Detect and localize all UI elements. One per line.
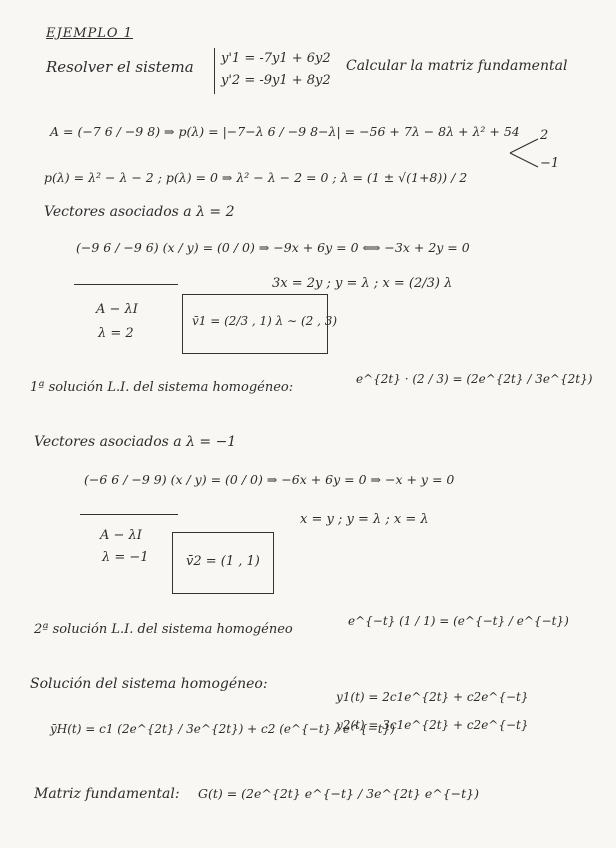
eig2-label-lambda: λ = −1: [102, 550, 149, 565]
statement-eq2: y'2 = -9y1 + 8y2: [221, 73, 331, 88]
characteristic-polynomial: p(λ) = λ² − λ − 2 ; p(λ) = 0 ⇒ λ² − λ − 2 = 0 ; λ = (1 ± √(1+8)) / 2: [44, 170, 468, 185]
eig2-param: x = y ; y = λ ; x = λ: [300, 512, 429, 527]
fundamental-label: Matriz fundamental:: [34, 786, 180, 802]
general-heading: Solución del sistema homogéneo:: [30, 676, 268, 692]
eig2-heading: Vectores asociados a λ = −1: [34, 434, 237, 450]
general-y1: y1(t) = 2c1e^{2t} + c2e^{−t}: [336, 690, 529, 704]
eig1-label-lambda: λ = 2: [98, 326, 134, 341]
eig1-label-matrix: A − λI: [96, 302, 138, 317]
statement-eq1: y'1 = -7y1 + 6y2: [221, 51, 331, 66]
eig1-heading: Vectores asociados a λ = 2: [44, 204, 235, 220]
eig2-solution-label: 2ª solución L.I. del sistema homogéneo: [34, 622, 293, 637]
root-2: −1: [540, 156, 560, 171]
eig2-label-matrix: A − λI: [100, 528, 142, 543]
roots-branch: [508, 136, 540, 170]
root-1: 2: [540, 128, 549, 143]
eig2-solution: e^{−t} (1 / 1) = (e^{−t} / e^{−t}): [348, 614, 569, 628]
eig1-brace: [74, 284, 178, 285]
eig2-system: (−6 6 / −9 9) (x / y) = (0 / 0) ⇒ −6x + 6y = 0 ⇒ −x + y = 0: [84, 472, 455, 487]
eig2-brace: [80, 514, 178, 515]
fundamental-matrix: G(t) = (2e^{2t} e^{−t} / 3e^{2t} e^{−t}): [198, 786, 479, 801]
statement-system: [214, 48, 331, 94]
example-title: EJEMPLO 1: [46, 26, 133, 41]
eig1-solution-label: 1ª solución L.I. del sistema homogéneo:: [30, 380, 294, 395]
eig1-system: (−9 6 / −9 6) (x / y) = (0 / 0) ⇒ −9x + 6y = 0 ⟺ −3x + 2y = 0: [76, 240, 470, 255]
general-vector-form: ȳH(t) = c1 (2e^{2t} / 3e^{2t}) + c2 (e^{−t} / e^{−t}): [50, 722, 395, 736]
general-y2: y2(t) = 3c1e^{2t} + c2e^{−t}: [336, 718, 529, 732]
statement-resolver: Resolver el sistema: [46, 58, 194, 76]
statement-task: Calcular la matriz fundamental: [346, 58, 568, 74]
characteristic-matrix: A = (−7 6 / −9 8) ⇒ p(λ) = |−7−λ 6 / −9 8−λ| = −56 + 7λ − 8λ + λ² + 54: [50, 124, 520, 139]
eig1-vector: v̄1 = (2/3 , 1) λ ∼ (2 , 3): [192, 314, 338, 328]
eig2-vector: v̄2 = (1 , 1): [186, 554, 260, 569]
eig1-solution: e^{2t} · (2 / 3) = (2e^{2t} / 3e^{2t}): [356, 372, 593, 386]
eig1-param: 3x = 2y ; y = λ ; x = (2/3) λ: [272, 276, 453, 291]
